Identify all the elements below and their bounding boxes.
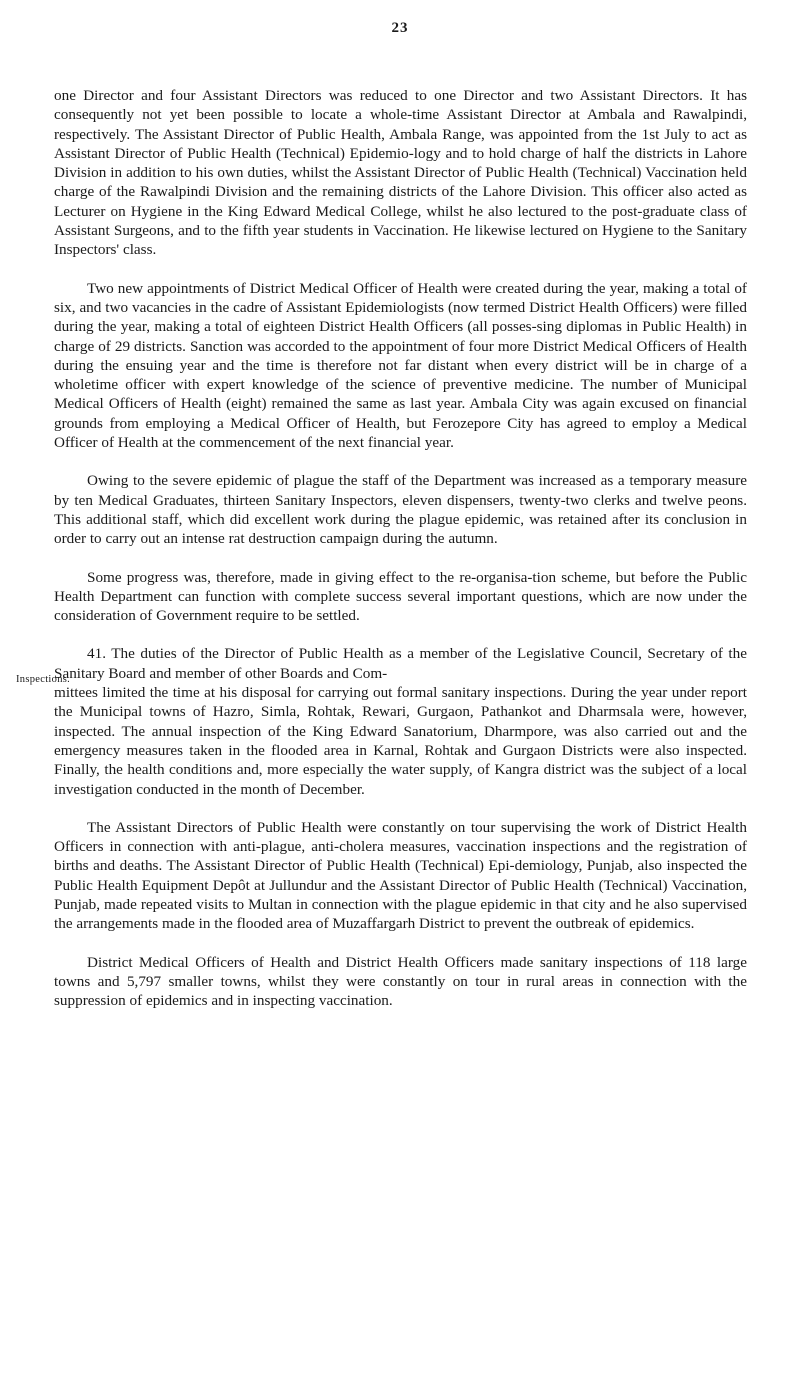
body-text [16,86,747,1029]
paragraph-continued: one Director and four Assistant Directors was reduced to one Director and two Assistant Directors. It has consequently not yet been possible to locate a whole-time Assistant Director at Ambala and Rawalpindi, respectively. The Assistant Director of Public Health, Ambala Range, was appointed from the 1st July to act as Assistant Director of Public Health (Technical) Epidemio-logy and to hold charge of half the districts in Lahore Division in addition to his own duties, whilst the Assistant Director of Public Health (Technical) Vaccination held charge of the Rawalpindi Division and the remaining districts of the Lahore Division. This officer also acted as Lecturer on Hygiene in the King Edward Medical College, whilst he also lectured to the post-graduate class of Assistant Surgeons, and to the fifth year students in Vaccination. He likewise lectured on Hygiene to the Sanitary Inspectors' class. [54,87,747,259]
paragraph-assistant-directors: The Assistant Directors of Public Health were constantly on tour supervising the work of District Health Officers in connection with anti-plague, anti-cholera measures, vaccination inspections and the registration of births and deaths. The Assistant Director of Public Health (Technical) Epi-demiology, Punjab, also inspected the Public Health Equipment Depôt at Jullundur and the Assistant Director of Public Health (Technical) Vaccination, Punjab, made repeated visits to Multan in connection with the plague epidemic in that city and he also supervised the arrangements made in the flooded area of Muzaffargarh District to prevent the outbreak of epidemics. [54,818,747,933]
section-41 [16,644,747,798]
paragraph-plague-staff: Owing to the severe epidemic of plague the staff of the Department was increased as a temporary measure by ten Medical Graduates, thirteen Sanitary Inspectors, eleven dispensers, twenty-two clerks and twelve peons. This additional staff, which did excellent work during the plague epidemic, was retained after its conclusion in order to carry out an intense rat destruction campaign during the autumn. [54,472,747,548]
page-number: 23 [391,20,409,36]
section-41-continuation: mittees limited the time at his disposal for carrying out formal sanitary inspections. During the year under report the Municipal towns of Hazro, Simla, Rohtak, Rewari, Gurgaon, Pathankot and Dharmsala were, however, inspected. The annual inspection of the King Edward Sanatorium, Dharmpore, was also carried out and the emergency measures taken in the flooded area in Karnal, Rohtak and Gurgaon Districts were also inspected. Finally, the health conditions and, more especially the water supply, of Kangra district was the subject of a local investigation conducted in the month of December. [54,684,747,798]
paragraph-appointments: Two new appointments of District Medical Officer of Health were created during the year, making a total of six, and two vacancies in the cadre of Assistant Epidemiologists (now termed District Health Officers) were filled during the year, making a total of eighteen District Health Officers (all posses-sing diplomas in Public Health) in charge of 29 districts. Sanction was accorded to the appointment of four more District Medical Officers of Health during the ensuing year and the time is therefore not far distant when every district will be in charge of a wholetime officer with expert knowledge of the science of preventive medicine. The number of Municipal Medical Officers of Health (eight) remained the same as last year. Ambala City was again excused on financial grounds from employing a Medical Officer of Health, but Ferozepore City has agreed to employ a Medical Officer of Health at the commencement of the next financial year. [54,279,747,452]
paragraph-district-officers: District Medical Officers of Health and District Health Officers made sanitary inspections of 118 large towns and 5,797 smaller towns, whilst they were constantly on tour in rural areas in connection with the suppression of epidemics and in inspecting vaccination. [54,953,747,1010]
section-41-lead-text: The duties of the Director of Public Health as a member of the Legislative Council, Secretary of the Sanitary Board and member of other Boards and Com- [54,645,747,682]
section-41-lead [54,644,747,683]
paragraph-reorganisation: Some progress was, therefore, made in giving effect to the re-organisa-tion scheme, but before the Public Health Department can function with complete success several important questions, which are now under the consideration of Government require to be settled. [54,568,747,625]
margin-note-inspections: Inspections. [16,674,71,686]
section-number: 41. [87,645,106,663]
